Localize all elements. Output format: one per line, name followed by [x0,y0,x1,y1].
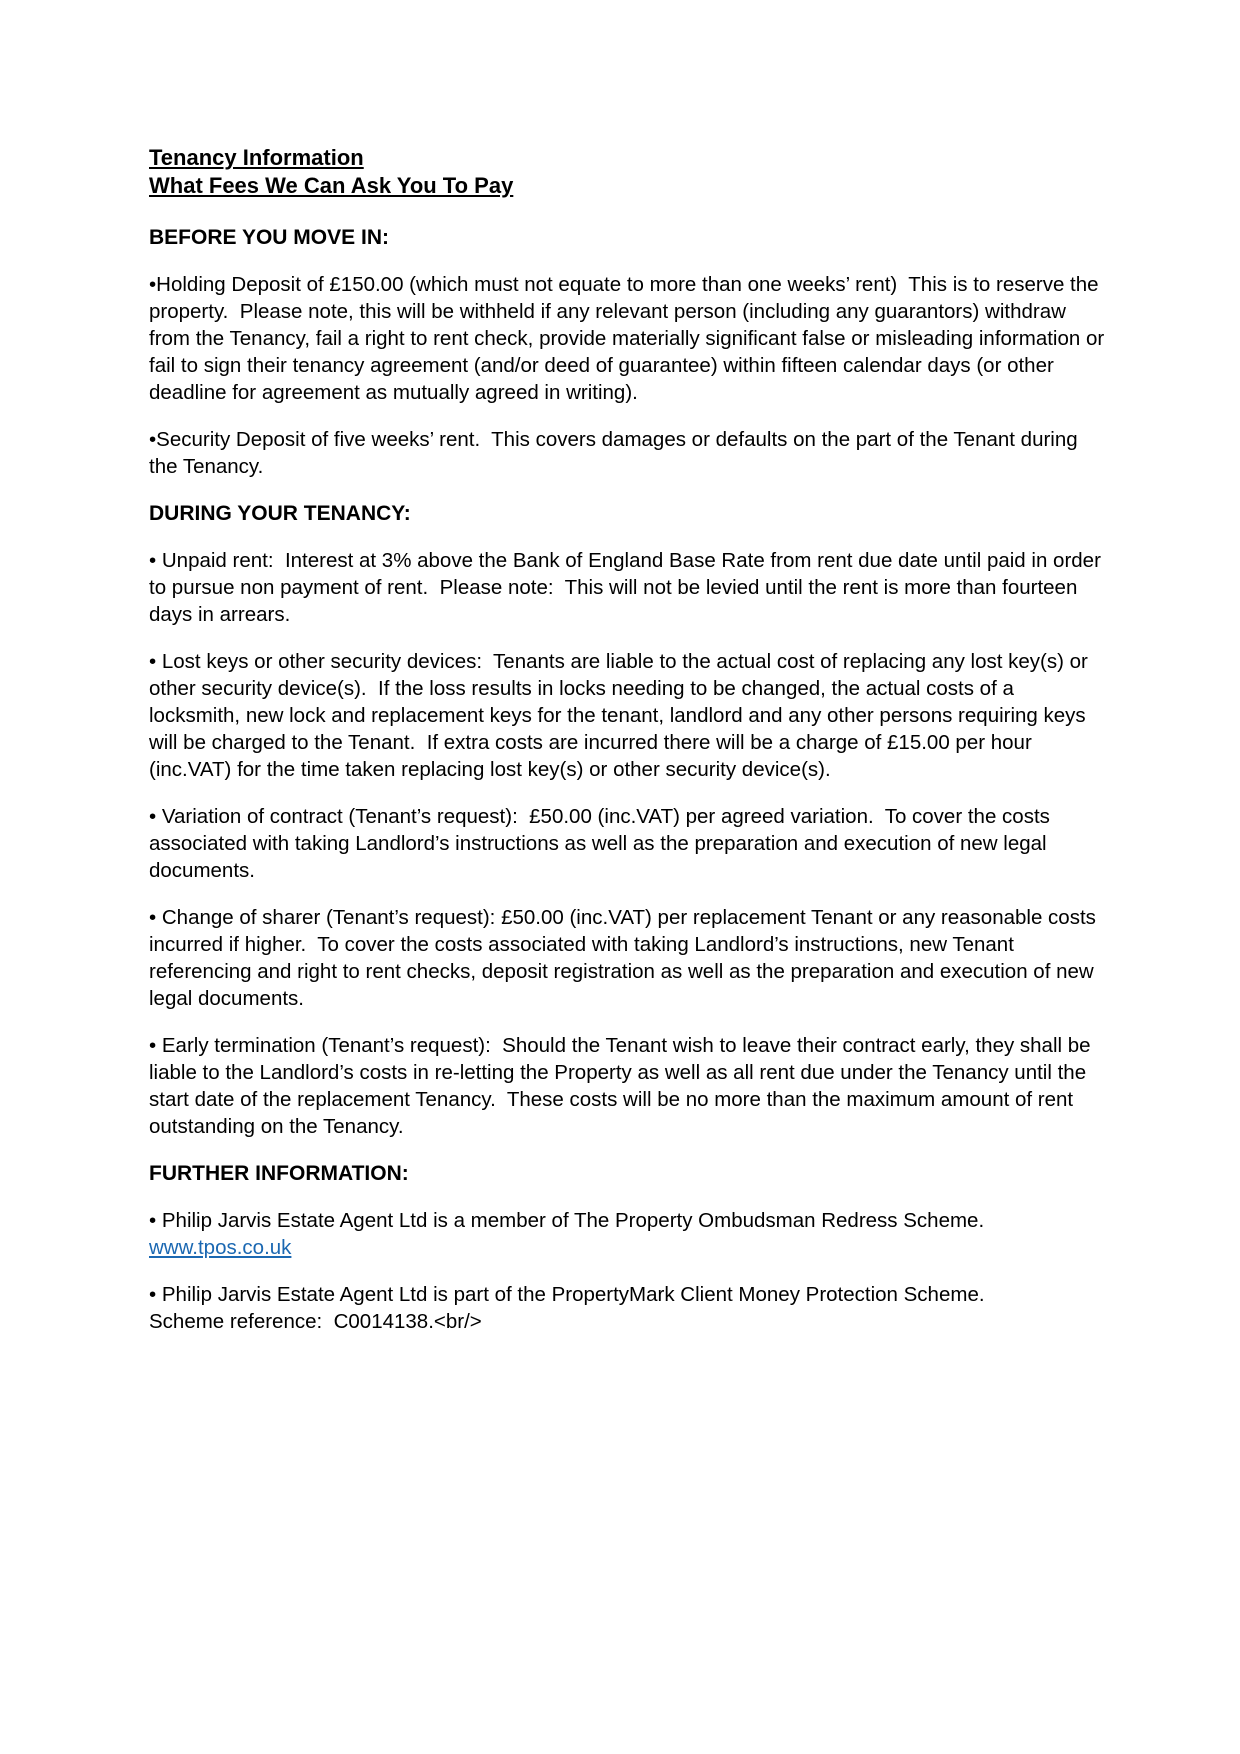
paragraph-unpaid-rent: • Unpaid rent: Interest at 3% above the Bank of England Base Rate from rent due date until paid in order to pursue non payment of rent. Please note: This will not be levied until the rent is more than fourteen days in arrears. [149,549,1107,626]
paragraph-security-deposit: •Security Deposit of five weeks’ rent. This covers damages or defaults on the part of the Tenant during the Tenancy. [149,428,1084,478]
paragraph-change-of-sharer: • Change of sharer (Tenant’s request): £50.00 (inc.VAT) per replacement Tenant or any reasonable costs incurred if higher. To cover the costs associated with taking Landlord’s instructions, new Tenant referencing and right to rent checks, deposit registration as well as the preparation and execution of new legal documents. [149,906,1102,1010]
heading-further-information: FURTHER INFORMATION: [149,1162,409,1185]
title-line-tenancy-information: Tenancy Information [149,145,364,170]
document-content [149,144,1110,1355]
paragraph-early-termination: • Early termination (Tenant’s request): Should the Tenant wish to leave their contract early, they shall be liable to the Landlord’s costs in re-letting the Property as well as all rent due under the Tenancy until the start date of the replacement Tenancy. These costs will be no more than the maximum amount of rent outstanding on the Tenancy. [149,1034,1097,1138]
paragraph-holding-deposit: •Holding Deposit of £150.00 (which must not equate to more than one weeks’ rent) This is to reserve the property. Please note, this will be withheld if any relevant person (including any guarantors) withdraw from the Tenancy, fail a right to rent check, provide materially significant false or misleading information or fail to sign their tenancy agreement (and/or deed of guarantee) within fifteen calendar days (or other deadline for agreement as mutually agreed in writing). [149,273,1110,404]
paragraph-lost-keys: • Lost keys or other security devices: Tenants are liable to the actual cost of replacing any lost key(s) or other security device(s). If the loss results in locks needing to be changed, the actual costs of a locksmith, new lock and replacement keys for the tenant, landlord and any other persons requiring keys will be charged to the Tenant. If extra costs are incurred there will be a charge of £15.00 per hour (inc.VAT) for the time taken replacing lost key(s) or other security device(s). [149,650,1094,781]
heading-before-you-move-in: BEFORE YOU MOVE IN: [149,226,389,249]
cmp-text-line-2: Scheme reference: C0014138.<br/> [149,1310,482,1333]
paragraph-client-money-protection [149,1281,1105,1335]
cmp-text-line-1: • Philip Jarvis Estate Agent Ltd is part of the PropertyMark Client Money Protection Scheme. [149,1283,985,1306]
paragraph-variation-of-contract: • Variation of contract (Tenant’s request): £50.00 (inc.VAT) per agreed variation. To cover the costs associated with taking Landlord’s instructions as well as the preparation and execution of new legal documents. [149,805,1056,882]
title-line-what-fees: What Fees We Can Ask You To Pay [149,173,514,198]
document-title [149,144,1105,200]
heading-during-your-tenancy: DURING YOUR TENANCY: [149,502,411,525]
paragraph-ombudsman-membership [149,1207,1105,1261]
ombudsman-text: • Philip Jarvis Estate Agent Ltd is a member of The Property Ombudsman Redress Scheme. [149,1209,985,1232]
tpos-link[interactable]: www.tpos.co.uk [149,1236,292,1259]
